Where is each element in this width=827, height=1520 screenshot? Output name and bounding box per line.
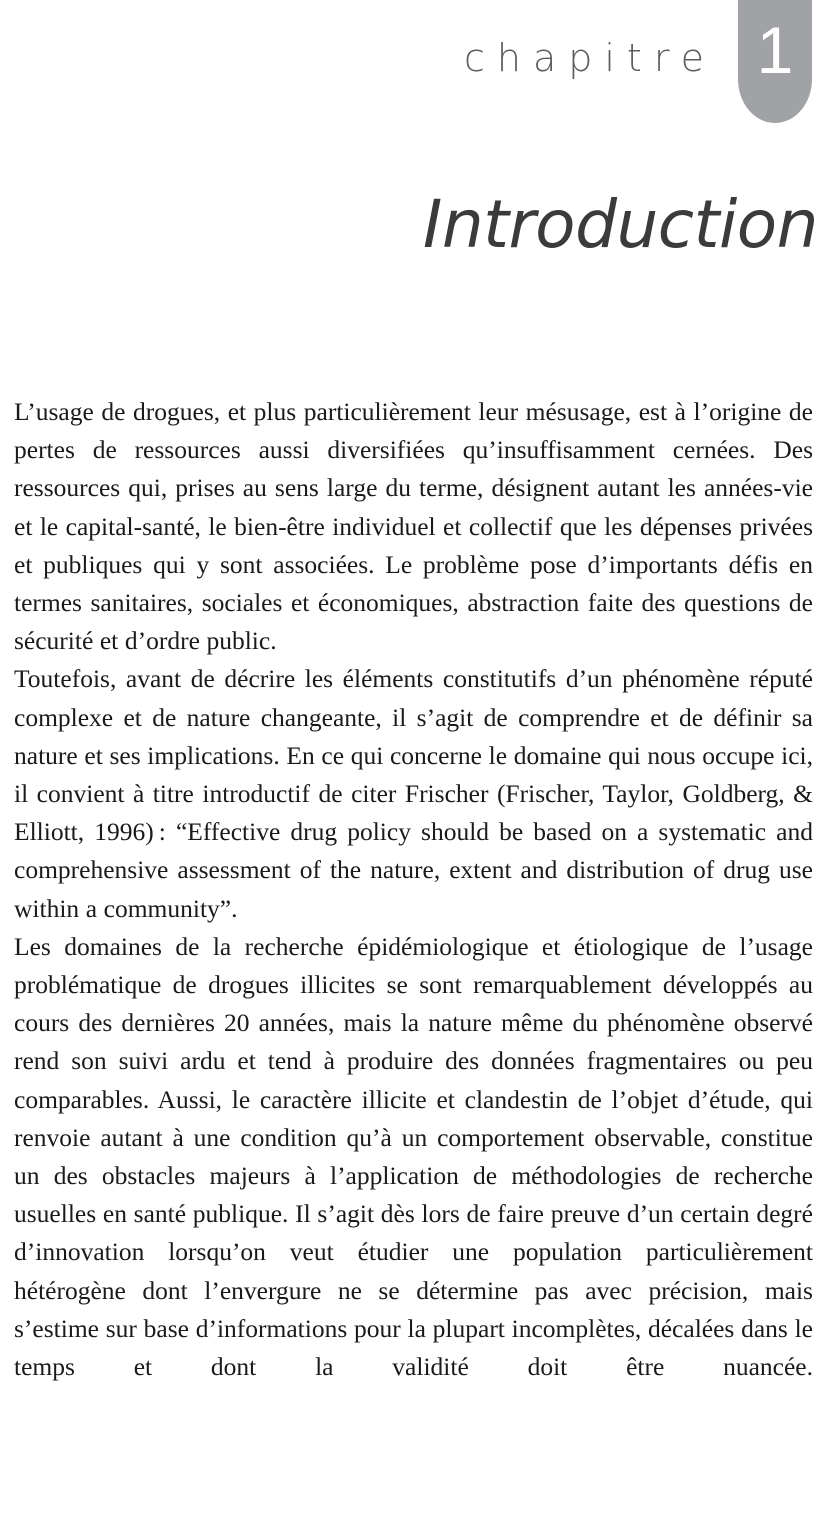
chapter-number-tab xyxy=(738,0,812,123)
chapter-number: 1 xyxy=(756,12,794,87)
body-paragraph: L’usage de drogues, et plus particulièrement leur mésusage, est à l’origine de pertes de ressources aussi diversifiées qu’insuffisamment cernées. Des ressources qui, prises au sens large du terme, désignent autant les années-vie et le capital-santé, le bien-être individuel et collectif que les dépenses privées et publiques qui y sont associées. Le problème pose d’importants défis en termes sanitaires, sociales et économiques, abstraction faite des questions de sécurité et d’ordre public. xyxy=(14,397,813,656)
chapter-header xyxy=(0,0,827,140)
body-paragraph: Toutefois, avant de décrire les éléments constitutifs d’un phénomène réputé complexe et de nature changeante, il s’agit de comprendre et de définir sa nature et ses implications. En ce qui concerne le domaine qui nous occupe ici, il convient à titre introductif de citer Frischer (Frischer, Taylor, Goldberg, & Elliott, 1996) : “Effective drug policy should be based on a systematic and comprehensive assessment of the nature, extent and distribution of drug use within a community”. xyxy=(14,664,813,923)
body-text xyxy=(14,393,813,1424)
body-paragraph: Les domaines de la recherche épidémiologique et étiologique de l’usage problématique de drogues illicites se sont remarquablement développés au cours des dernières 20 années, mais la nature même du phénomène observé rend son suivi ardu et tend à produire des données fragmentaires ou peu comparables. Aussi, le caractère illicite et clandestin de l’objet d’étude, qui renvoie autant à une condition qu’à un comportement observable, constitue un des obstacles majeurs à l’application de méthodologies de recherche usuelles en santé publique. Il s’agit dès lors de faire preuve d’un certain degré d’innovation lorsqu’on veut étudier une population particulièrement hétérogène dont l’envergure ne se détermine pas avec précision, mais s’estime sur base d’informations pour la plupart incomplètes, décalées dans le temps et dont la validité doit être nuancée. xyxy=(14,931,813,1382)
page-title: Introduction xyxy=(422,186,818,263)
chapter-label: chapitre xyxy=(463,36,716,80)
